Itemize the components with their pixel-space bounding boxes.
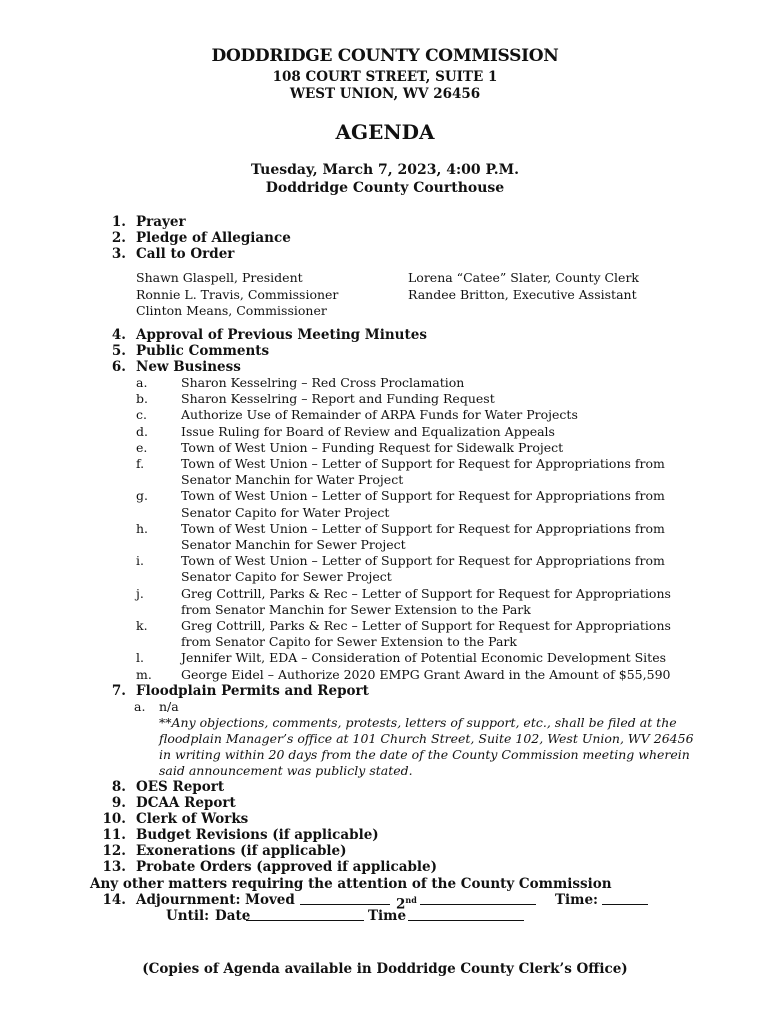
footer-note: (Copies of Agenda available in Doddridge County Clerk’s Office) — [142, 961, 628, 977]
sub-item-letter: j. — [136, 585, 144, 601]
attendee-left: Shawn Glaspell, President — [136, 270, 303, 285]
sub-item-letter: b. — [136, 391, 148, 407]
sub-item-text: from Senator Manchin for Sewer Extension to the Park — [181, 601, 531, 617]
sub-item-text: Jennifer Wilt, EDA – Consideration of Potential Economic Development Sites — [181, 650, 667, 666]
meeting-location: Doddridge County Courthouse — [265, 180, 505, 196]
sub-item-text: Authorize Use of Remainder of ARPA Funds for Water Projects — [181, 407, 578, 423]
sub-item-text: Issue Ruling for Board of Review and Equalization Appeals — [181, 423, 555, 439]
until-label: Until: — [166, 908, 210, 924]
attendee-left: Ronnie L. Travis, Commissioner — [136, 287, 339, 302]
sub-item-text: n/a — [159, 699, 179, 714]
sub-item-text: Town of West Union – Letter of Support for Request for Appropriations from — [181, 488, 665, 504]
agenda-page: DODDRIDGE COUNTY COMMISSION 108 COURT STREET, SUITE 1 WEST UNION, WV 26456 AGENDA Tuesday, March 7, 2023, 4:00 P.M. Doddridge County Courthouse 1. Prayer 2. Pledge of Allegiance 3. Call to Order Shawn Glaspell, President Ronnie L. Travis, Commissioner Clinton Means, Commissioner Lorena “Catee” Slater, County Clerk Randee Britton, Executive Assistant 4. Approval of Previous Meeting Minutes 5. Public Comments 6. New Business a. Sharon Kesselring – Red Cross Proclamation b. Sharon Kesselring – Report and Funding Request c. Authorize Use of Remainder of ARPA Funds for Water Projects d. Issue Ruling for Board of Review and Equalization Appeals e. Town of West Union – Funding Request for Sidewalk Project f. Town of West Union – Letter of Support for Request for Appropriations from Senator Manchin for Water Project g. Town of West Union – Letter of Support for Request for Appropriations from Senator Capito for Water Project h. Town of West Union – Letter of Support for Request for Appropriations from Senator Manchin for Sewer Project i. Town of West Union – Letter of Support for Request for Appropriations from Senator Capito for Sewer Project j. Greg Cottrill, Parks & Rec – Letter of Support for Request for Appropriations from Senator Manchin for Sewer Extension to the Park k. Greg Cottrill, Parks & Rec – Letter of Support for Request for Appropriations from Senator Capito for Sewer Extension to the Park l. Jennifer Wilt, EDA – Consideration of Potential Economic Development Sites m. George Eidel – Authorize 2020 EMPG Grant Award in the Amount of $55,590 7. Floodplain Permits and Report a. n/a **Any objections, comments, protests, letters of support, etc., shall be filed at the floodplain Manager’s office at 101 Church Street, Suite 102, West Union, WV 26456 in writing within 20 days from the date of the County Commission meeting wherein said announcement was publicly stated. 8. OES Report 9. DCAA Report 10. Clerk of Works 11. Budget Revisions (if applicable) 12. Exonerations (if applicable) 13. Probate Orders (approved if applicable) Any other matters requiring the attention of the County Commission 14. Adjournment: Moved 2nd Time: Until: Date Time (Copies of Agenda available in Doddridge County Clerk’s Office) — [0, 0, 770, 1024]
sub-item-letter: m. — [136, 666, 152, 682]
other-matters: Any other matters requiring the attention of the County Commission — [90, 876, 612, 892]
floodplain-notice: said announcement was publicly stated. — [159, 763, 413, 778]
moved-blank[interactable] — [300, 892, 390, 905]
sub-item-letter: h. — [136, 520, 149, 536]
sub-item-text: Sharon Kesselring – Red Cross Proclamation — [181, 375, 465, 390]
floodplain-notice: in writing within 20 days from the date of the County Commission meeting wherein — [159, 747, 690, 762]
page-title: AGENDA — [335, 120, 435, 144]
sub-item-text: Town of West Union – Letter of Support for Request for Appropriations from — [181, 456, 665, 471]
attendee-right: Lorena “Catee” Slater, County Clerk — [408, 270, 640, 285]
time-label: Time: — [555, 892, 599, 908]
date-label: Date — [215, 908, 251, 924]
time-blank[interactable] — [602, 892, 648, 905]
sub-item-letter: l. — [136, 650, 144, 666]
sub-item-letter: e. — [136, 439, 148, 455]
sub-item-text: from Senator Capito for Sewer Extension to the Park — [181, 634, 517, 650]
sub-item-text: Greg Cottrill, Parks & Rec – Letter of Support for Request for Appropriations — [181, 618, 671, 633]
sub-item-letter: a. — [134, 699, 146, 714]
sub-item-letter: d. — [136, 423, 148, 439]
adjournment-label: Adjournment: — [136, 892, 241, 908]
sub-item-letter: a. — [136, 375, 148, 390]
sub-item-letter: c. — [136, 407, 147, 423]
moved-label: Moved — [245, 892, 295, 908]
sub-item-text: Town of West Union – Funding Request for Sidewalk Project — [181, 439, 564, 455]
second-blank[interactable] — [420, 892, 536, 905]
sub-item-text: Senator Capito for Water Project — [181, 504, 390, 520]
sub-item-text: Senator Manchin for Water Project — [181, 472, 404, 488]
second-label: 2nd — [396, 895, 417, 913]
sub-item-text: Town of West Union – Letter of Support for Request for Appropriations from — [181, 520, 665, 536]
address-line-1: 108 COURT STREET, SUITE 1 — [272, 69, 498, 85]
sub-item-text: Sharon Kesselring – Report and Funding Request — [181, 391, 495, 407]
sub-item-text: Senator Manchin for Sewer Project — [181, 537, 406, 552]
floodplain-notice: floodplain Manager’s office at 101 Church Street, Suite 102, West Union, WV 26456 — [159, 731, 694, 746]
sub-item-text: Town of West Union – Letter of Support for Request for Appropriations from — [181, 553, 665, 569]
sub-item-letter: k. — [136, 618, 148, 633]
time2-label: Time — [368, 908, 407, 924]
meeting-date: Tuesday, March 7, 2023, 4:00 P.M. — [251, 162, 519, 178]
attendee-right: Randee Britton, Executive Assistant — [408, 287, 637, 302]
org-name: DODDRIDGE COUNTY COMMISSION — [211, 46, 559, 66]
sub-item-text: Senator Capito for Sewer Project — [181, 569, 392, 585]
sub-item-letter: f. — [136, 456, 145, 471]
sub-item-letter: g. — [136, 488, 148, 504]
time2-blank[interactable] — [408, 908, 524, 921]
address-line-2: WEST UNION, WV 26456 — [289, 86, 481, 102]
sub-item-text: Greg Cottrill, Parks & Rec – Letter of Support for Request for Appropriations — [181, 585, 671, 601]
sub-item-text: George Eidel – Authorize 2020 EMPG Grant Award in the Amount of $55,590 — [181, 666, 671, 682]
attendee-left: Clinton Means, Commissioner — [136, 303, 327, 318]
date-blank[interactable] — [246, 908, 364, 921]
floodplain-notice: **Any objections, comments, protests, letters of support, etc., shall be filed at the — [159, 715, 677, 730]
sub-item-letter: i. — [136, 553, 144, 569]
